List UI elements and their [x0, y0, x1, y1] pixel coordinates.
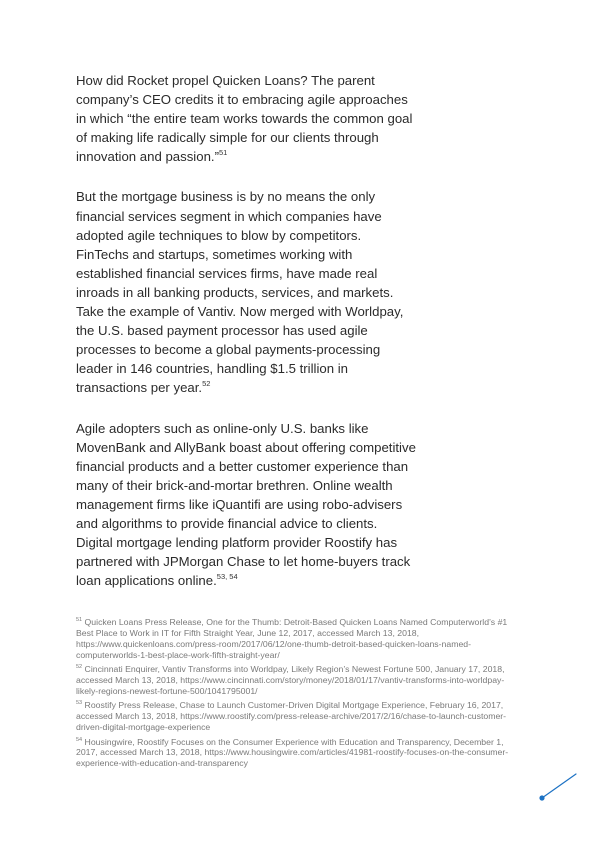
footnote-text: Quicken Loans Press Release, One for the Thumb: Detroit-Based Quicken Loans Named Computerworld’s #1 Best Place to Work in IT for Fifth Straight Year, June 12, 2017, accessed March 13, 2018, https://www.quickenloans.com/press-room/2017/06/12/one-thumb-detroit-based-quicken-loans-named-computerworlds-1-best-place-work-fifth-straight-year/ — [76, 617, 508, 660]
footnote-number: 52 — [76, 664, 83, 671]
footnote-text: Roostify Press Release, Chase to Launch Customer-Driven Digital Mortgage Experience, February 16, 2017, accessed March 13, 2018, https://www.roostify.com/press-release-archive/2017/2/16/chase-to-launch-customer-driven-digital-mortgage-experience — [76, 700, 507, 733]
body-text — [76, 71, 416, 590]
footnote-51 — [76, 617, 526, 661]
paragraph-2 — [76, 187, 416, 397]
footnote-52 — [76, 664, 526, 697]
line-dot-icon — [538, 770, 578, 804]
footnote-text: Housingwire, Roostify Focuses on the Consumer Experience with Education and Transparency, December 1, 2017, accessed March 13, 2018, https://www.housingwire.com/articles/41981-roostify-focuses-on-the-consumer-experience-with-education-and-transparency — [76, 736, 509, 769]
paragraph-3-text: Agile adopters such as online-only U.S. banks like MovenBank and AllyBank boast about offering competitive financial products and a better customer experience than many of their brick-and-mortar brethren. Online wealth management firms like iQuantifi are using robo-advisers and algorithms to provide financial advice to clients. Digital mortgage lending platform provider Roostify has partnered with JPMorgan Chase to let home-buyers track loan applications online. — [76, 420, 416, 589]
footnote-ref-52: 52 — [202, 379, 211, 389]
paragraph-2-text: But the mortgage business is by no means the only financial services segment in which companies have adopted agile techniques to blow by competitors. FinTechs and startups, sometimes working with established financial services firms, have made real inroads in all banking products, services, and markets. Take the example of Vantiv. Now merged with Worldpay, the U.S. based payment processor has used agile processes to become a global payments-processing leader in 146 countries, handling $1.5 trillion in transactions per year. — [76, 189, 404, 396]
footnote-ref-53-54: 53, 54 — [216, 572, 238, 582]
footnotes — [76, 617, 526, 773]
footnote-number: 54 — [76, 736, 83, 743]
footnote-ref-51: 51 — [218, 148, 228, 158]
paragraph-1 — [76, 71, 416, 166]
footnote-number: 53 — [76, 700, 83, 707]
footnote-53 — [76, 700, 526, 733]
paragraph-1-text: How did Rocket propel Quicken Loans? The parent company’s CEO credits it to embracing agile approaches in which “the entire team works towards the common goal of making life radically simple for our clients through innovation and passion.” — [76, 73, 413, 165]
footnote-number: 51 — [76, 617, 83, 623]
footnote-54 — [76, 737, 526, 770]
paragraph-3 — [76, 419, 416, 591]
footnote-text: Cincinnati Enquirer, Vantiv Transforms into Worldpay, Likely Region’s Newest Fortune 500, January 17, 2018, accessed March 13, 2018, https://www.cincinnati.com/story/money/2018/01/17/vantiv-transforms-into-worldpay-likely-regions-newest-fortune-500/1041795001/ — [76, 664, 505, 696]
